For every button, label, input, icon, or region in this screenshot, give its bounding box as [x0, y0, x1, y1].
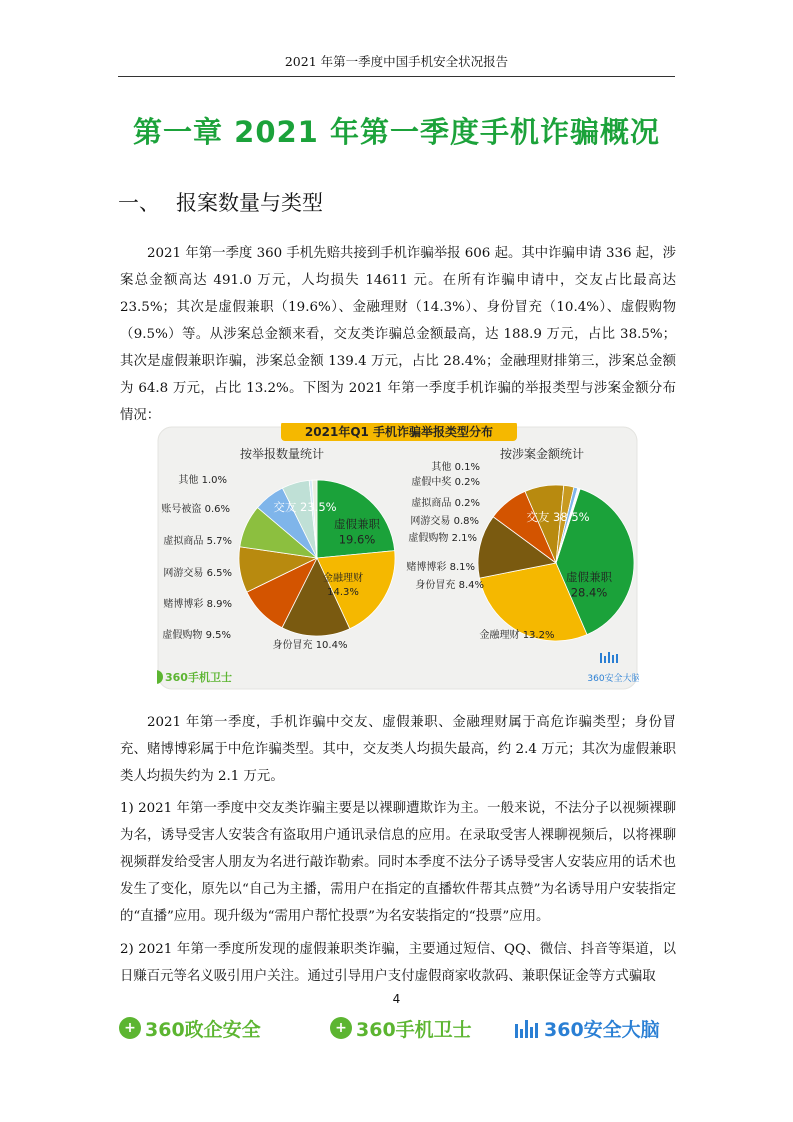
count-pie-label-10: 其他 1.0% [178, 475, 227, 486]
amount-pie-label-1: 交友 38.5% [526, 510, 590, 524]
amount-pie-label-6: 虚假购物 2.1% [408, 533, 477, 544]
chart-subtitle-count: 按举报数量统计 [239, 447, 325, 461]
footer-logo-3-text: 360安全大脑 [544, 1018, 660, 1041]
chart-logo-left-text: 360手机卫士 [165, 671, 232, 684]
count-pie-label-4: 身份冒充 10.4% [272, 640, 348, 651]
count-pie-label-7: 网游交易 6.5% [163, 568, 232, 579]
amount-pie-label-2: 虚假兼职 28.4% [566, 570, 612, 600]
amount-pie-label-4: 身份冒充 8.4% [415, 580, 484, 591]
sound-bars-icon [515, 1018, 538, 1038]
amount-pie-label-10: 其他 0.1% [431, 462, 480, 473]
chart-logo-right-text: 360安全大脑 [587, 674, 639, 684]
footer-logo-360-enterprise [119, 1013, 261, 1043]
amount-pie-label-7: 网游交易 0.8% [410, 516, 479, 527]
count-pie-label-9: 账号被盗 0.6% [161, 504, 230, 515]
amount-pie-label-9: 虚假中奖 0.2% [411, 477, 480, 488]
paragraph-item-1: 1) 2021 年第一季度中交友类诈骗主要是以裸聊遭欺诈为主。一般来说，不法分子以视频裸聊为名，诱导受害人安装含有盗取用户通讯录信息的应用。在录取受害人裸聊视频后，以将裸聊视频群发给受害人朋友为名进行敲诈勒索。同时本季度不法分子诱导受害人安装应用的话术也发生了变化，原先以“自己为主播，需用户在指定的直播软件帮其点赞”为名诱导用户安装指定的“直播”应用。现升级为“需用户帮忙投票”为名安装指定的“投票”应用。 [120, 801, 676, 924]
count-pie-label-6: 赌博博彩 8.9% [163, 599, 232, 610]
footer-logo-2-text: 360手机卫士 [356, 1018, 472, 1041]
chart-subtitle-amount: 按涉案金额统计 [499, 447, 585, 461]
chart-title: 2021年Q1 手机诈骗举报类型分布 [304, 425, 494, 439]
page-header: 2021 年第一季度中国手机安全状况报告 [118, 52, 675, 77]
plus-circle-icon: + [330, 1017, 352, 1039]
footer-logo-1-text: 360政企安全 [145, 1018, 261, 1041]
pie-chart-figure [157, 423, 639, 693]
footer-logo-360-brain [515, 1013, 660, 1043]
count-pie-label-5: 虚假购物 9.5% [162, 630, 231, 641]
count-pie-label-8: 虚拟商品 5.7% [163, 536, 232, 547]
chart-logo-left [157, 670, 232, 684]
pie-charts-svg [157, 423, 639, 693]
amount-pie-label-5: 赌博博彩 8.1% [406, 562, 475, 573]
paragraph-item-2: 2) 2021 年第一季度所发现的虚假兼职类诈骗，主要通过短信、QQ、微信、抖音等渠道，以日赚百元等名义吸引用户关注。通过引导用户支付虚假商家收款码、兼职保证金等方式骗取 [120, 942, 676, 984]
footer-logo-360-mobile [330, 1013, 472, 1043]
amount-pie-label-3: 金融理财 13.2% [479, 630, 555, 641]
paragraph-risk-types: 2021 年第一季度，手机诈骗中交友、虚假兼职、金融理财属于高危诈骗类型；身份冒充、赌博博彩属于中危诈骗类型。其中，交友类人均损失最高，约 2.4 万元；其次为虚假兼职类人均损失约为 2.1 万元。 [120, 715, 676, 784]
section-heading [118, 187, 323, 217]
chapter-title: 第一章 2021 年第一季度手机诈骗概况 [133, 115, 660, 149]
amount-pie-label-8: 虚拟商品 0.2% [411, 498, 480, 509]
paragraph-intro: 2021 年第一季度 360 手机先赔共接到手机诈骗举报 606 起。其中诈骗申请 336 起，涉案总金额高达 491.0 万元，人均损失 14611 元。在所有诈骗申请中，交友占比最高达 23.5%；其次是虚假兼职（19.6%）、金融理财（14.3%）、身份冒充（10.4%）、虚假购物（9.5%）等。从涉案总金额来看，交友类诈骗总金额最高，达 188.9 万元，占比 38.5%；其次是虚假兼职诈骗，涉案总金额 139.4 万元，占比 28.4%；金融理财排第三，涉案总金额为 64.8 万元，占比 13.2%。下图为 2021 年第一季度手机诈骗的举报类型与涉案金额分布情况： [120, 246, 676, 423]
plus-circle-icon: + [119, 1017, 141, 1039]
count-pie-label-2: 虚假兼职 19.6% [334, 517, 380, 547]
page-number: 4 [392, 992, 401, 1006]
count-pie-label-3: 金融理财 14.3% [323, 573, 363, 598]
section-title: 报案数量与类型 [176, 191, 323, 215]
section-number: 一、 [118, 191, 160, 215]
count-pie-label-1: 交友 23.5% [273, 500, 337, 514]
